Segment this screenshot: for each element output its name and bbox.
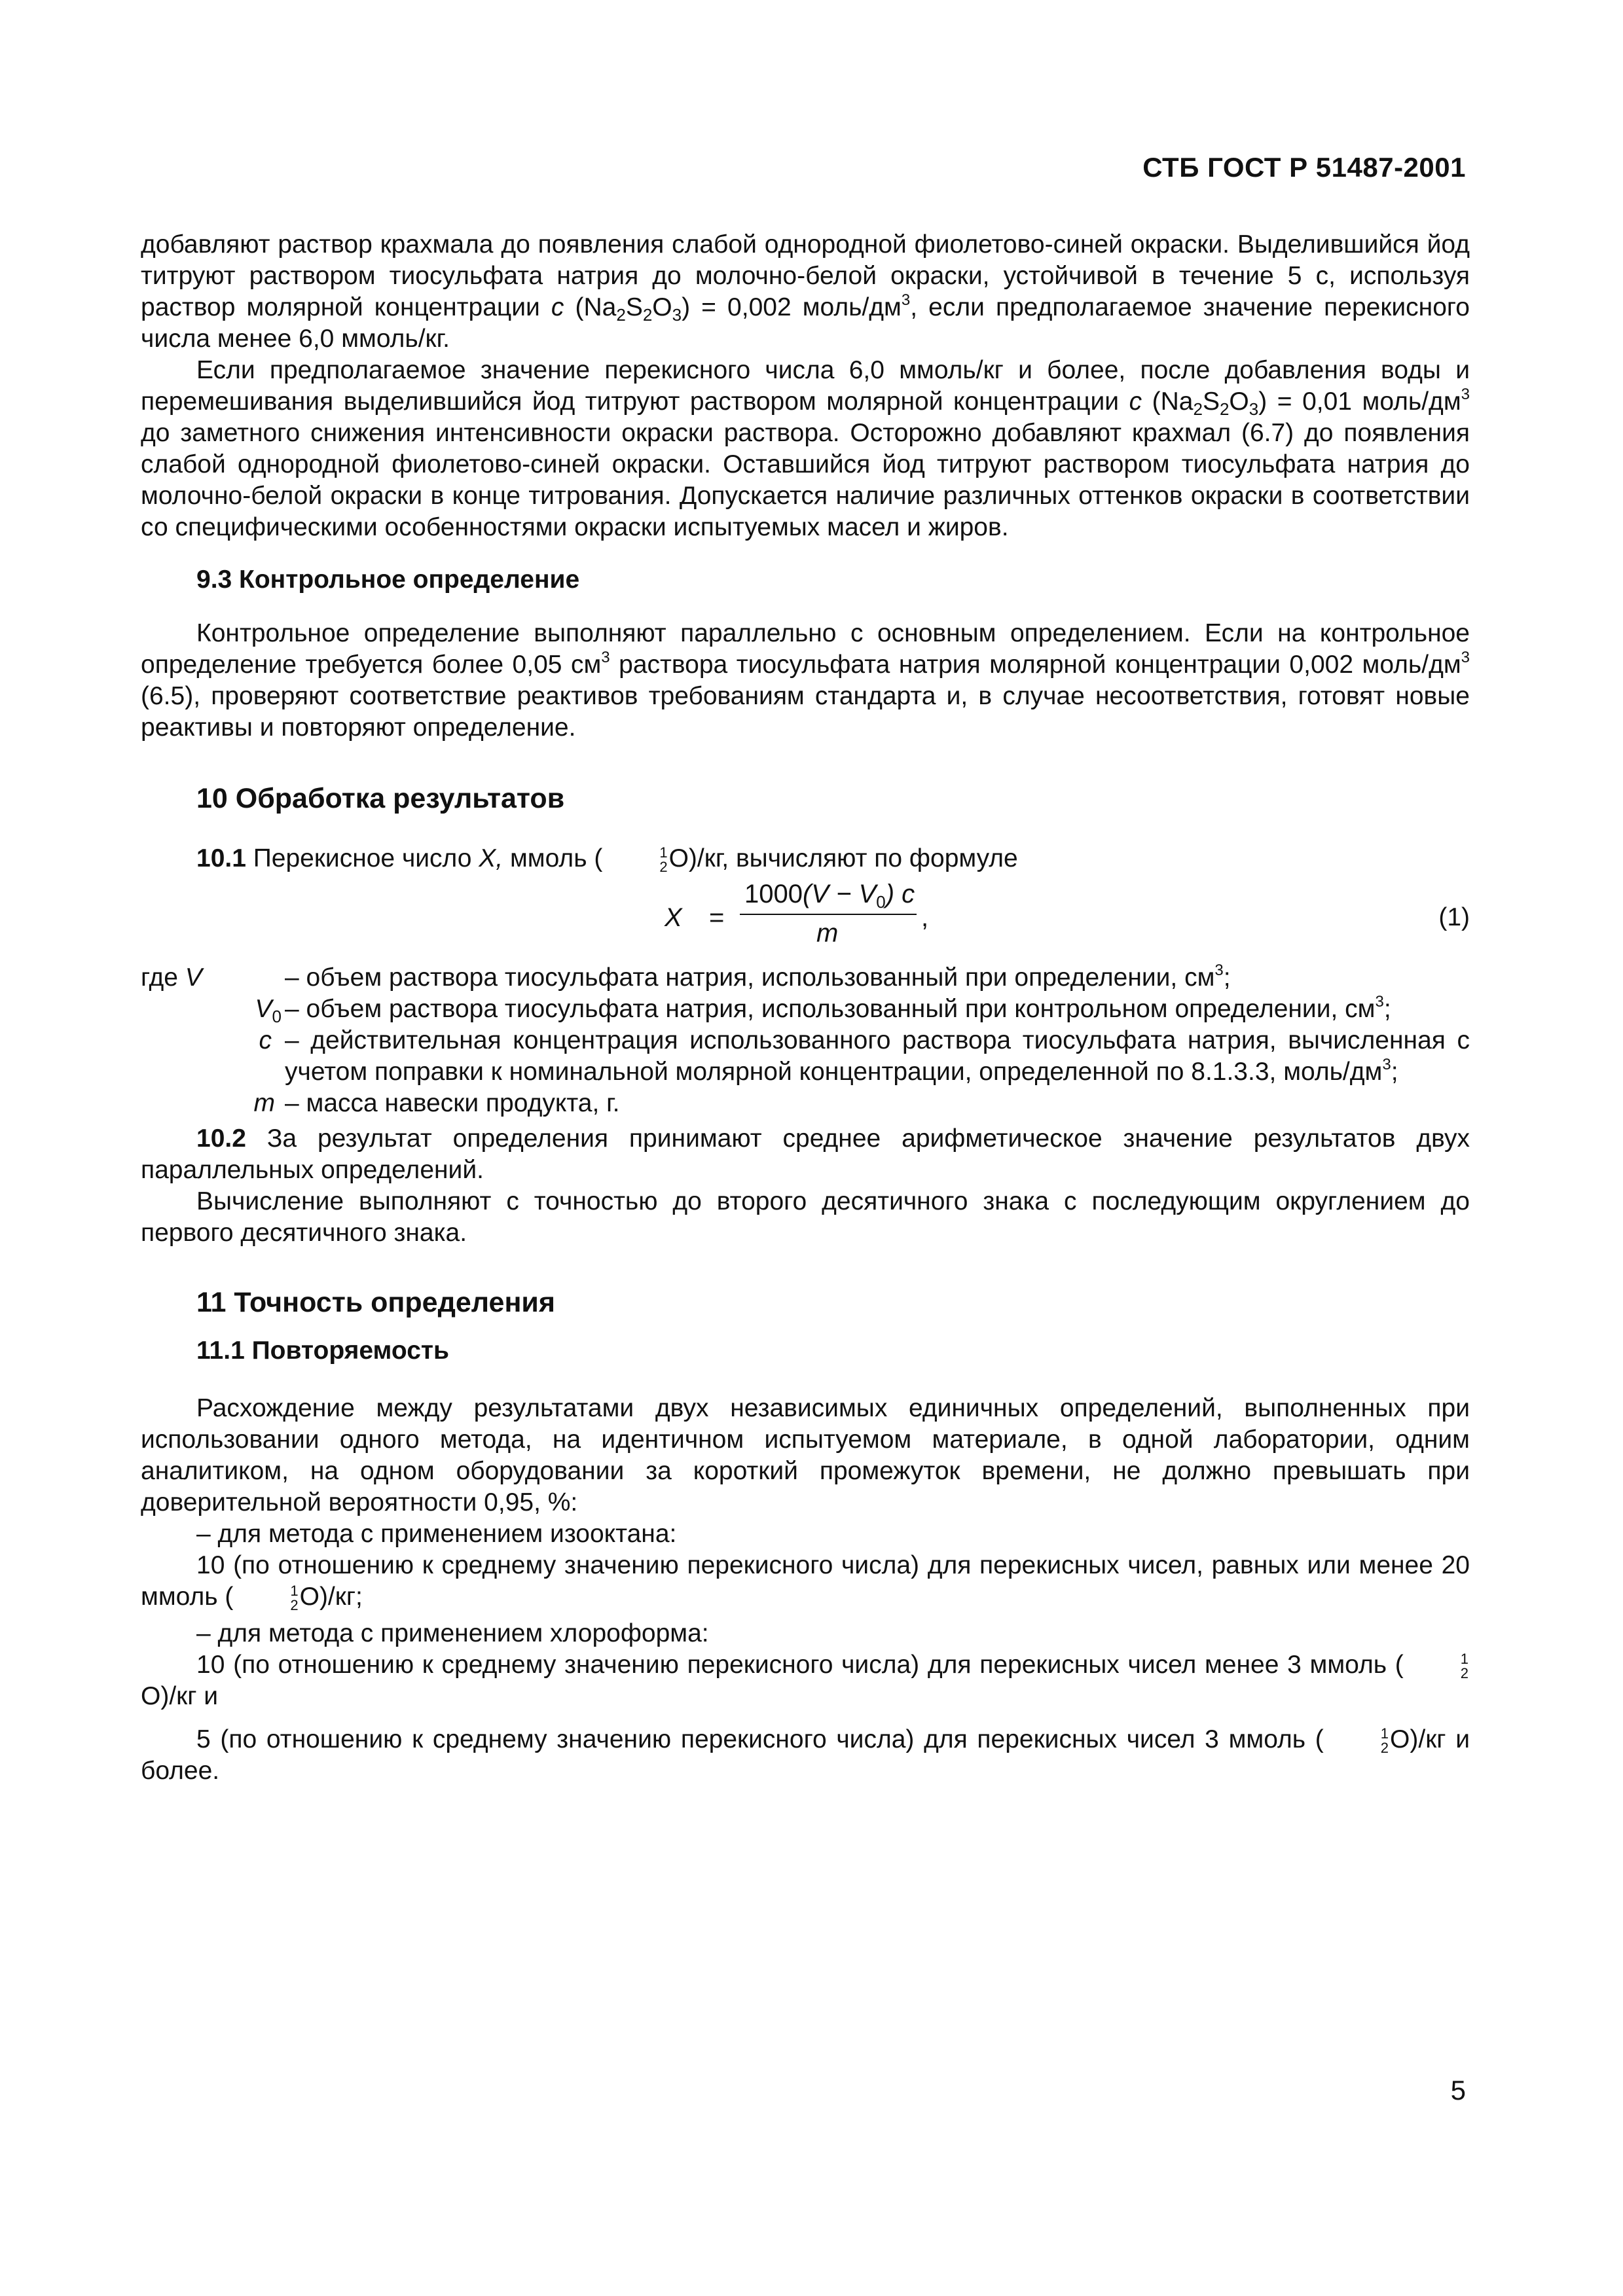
symbol-m: m xyxy=(253,1089,275,1117)
sup: 3 xyxy=(1214,961,1224,979)
fraction-half: 1 2 xyxy=(1460,1650,1468,1681)
text-span: – масса навески продукта, г. xyxy=(285,1089,620,1117)
clause-number: 10.2 xyxy=(196,1124,246,1153)
text-span: Контрольное определение выполняют параллельно с основным определением. Если на контрольное определение требуется более 0,05 см xyxy=(141,619,1470,679)
where-text xyxy=(285,994,1470,1025)
fraction-half: 1 2 xyxy=(290,1582,299,1613)
where-text xyxy=(285,962,1470,994)
where-item-m xyxy=(141,1088,1470,1119)
paragraph-continuation-2: Если предполагаемое значение перекисного числа 6,0 ммоль/кг и более, после добавления воды и перемешивания выделившийся йод титруют раствором молярной концентрации c $(Na_2S_2O_3) = 0,01$ моль/$дм^3$ до заметного снижения интенсивности окраски раствора. Осторожно добавляют крахмал (6.7) до появления слабой однородной фиолетово-синей окраски. Оставшийся йод титруют раствором тиосульфата натрия до молочно-белой окраски в конце титрования. Допускается наличие различных оттенков окраски в соответствии со специфическими особенностями окраски испытуемых масел и жиров. xyxy=(141,356,1470,541)
paragraph-continuation-1: добавляют раствор крахмала до появления слабой однородной фиолетово-синей окраски. Выделившийся йод титруют раствором тиосульфата натрия до молочно-белой окраски, устойчивой в течение 5 с, используя раствор молярной концентрации c $(Na_2S_2O_3) = 0,002$ моль/$дм^3$, если предполагаемое значение перекисного числа менее 6,0 ммоль/кг. xyxy=(141,230,1470,353)
text-span: O)/кг и более. xyxy=(141,1725,1470,1785)
text-span: ; xyxy=(1383,995,1391,1023)
text-span: За результат определения принимают среднее арифметическое значение результатов двух параллельных определений. xyxy=(141,1124,1470,1184)
text-span: , если предполагаемое значение перекисного числа менее 6,0 ммоль/кг. xyxy=(141,293,1470,353)
text-span: раствора тиосульфата натрия молярной концентрации 0,002 моль/дм xyxy=(610,651,1461,679)
text-span: Если предполагаемое значение перекисного числа 6,0 ммоль/кг и более, после добавления воды и перемешивания выделившийся йод титруют раствором молярной концентрации xyxy=(141,356,1470,416)
sup: 3 xyxy=(1375,993,1384,1011)
formula-number: (1) xyxy=(1438,903,1470,931)
section-9-3-title: 9.3 Контрольное определение xyxy=(196,565,580,594)
text-span: – действительная концентрация использованного раствора тиосульфата натрия, вычисленная с учетом поправки к номинальной молярной концентрации, определенной по 8.1.3.3, моль/дм xyxy=(285,1026,1470,1086)
where-item-v0 xyxy=(141,994,1470,1025)
text-span: до заметного снижения интенсивности окраски раствора. Осторожно добавляют крахмал (6.7) до появления слабой однородной фиолетово-синей окраски. Оставшийся йод титруют раствором тиосульфата натрия до молочно-белой окраски в конце титрования. Допускается наличие различных оттенков окраски в соответствии со специфическими особенностями окраски испытуемых масел и жиров. xyxy=(141,419,1470,541)
page-number: 5 xyxy=(1450,2075,1466,2106)
formula-equals: = xyxy=(709,903,725,932)
text-span: 10 (по отношению к среднему значению перекисного числа) для перекисных чисел, равных или менее 20 ммоль ( xyxy=(141,1551,1470,1611)
section-10-title: 10 Обработка результатов xyxy=(196,783,565,814)
symbol-v: V xyxy=(185,963,202,992)
where-symbol xyxy=(141,1025,272,1056)
fraction-half: 1 2 xyxy=(1380,1725,1389,1756)
text-span: ммоль ( xyxy=(503,844,603,872)
text-span: ; xyxy=(1223,963,1231,992)
where-text xyxy=(285,1025,1470,1088)
symbol-x: X, xyxy=(479,844,503,872)
sup: 3 xyxy=(1382,1056,1391,1073)
text-span: (6.5), проверяют соответствие реактивов требованиям стандарта и, в случае несоответствия, готовят новые реактивы и повторяют определение. xyxy=(141,682,1470,742)
where-symbol: $V_0$ xyxy=(255,995,282,1026)
text-span: O)/кг, вычисляют по формуле xyxy=(668,844,1018,872)
text-span: 5 (по отношению к среднему значению перекисного числа) для перекисных чисел 3 ммоль ( xyxy=(196,1725,1324,1753)
formula-fraction-bar xyxy=(740,914,917,915)
symbol-c: c xyxy=(551,293,564,321)
method-chloroform-text-2 xyxy=(141,1724,1470,1787)
formula-denominator: m xyxy=(816,919,839,948)
page-content xyxy=(141,229,1470,1787)
where-prefix: где xyxy=(141,963,178,992)
section-11-1-text: Расхождение между результатами двух независимых единичных определений, выполненных при использовании одного метода, на идентичном испытуемом материале, в одной лаборатории, одним аналитиком, на одном оборудовании за короткий промежуток времени, не должно превышать при доверительной вероятности 0,95, %: xyxy=(141,1394,1470,1516)
method-chloroform-title: – для метода с применением хлороформа: xyxy=(196,1619,709,1647)
section-10-2-text2: Вычисление выполняют с точностью до второго десятичного знака с последующим округлением до первого десятичного знака. xyxy=(141,1187,1470,1247)
formula-lhs: X xyxy=(665,903,682,932)
where-symbol xyxy=(141,962,298,994)
clause-number: 10.1 xyxy=(196,844,246,872)
text-span: Перекисное число xyxy=(246,844,479,872)
text-span: – объем раствора тиосульфата натрия, использованный при контрольном определении, см xyxy=(285,995,1376,1023)
where-list xyxy=(141,962,1470,1119)
section-9-3-text: Контрольное определение выполняют параллельно с основным определением. Если на контрольное определение требуется более 0,05 $см^3$ раствора тиосульфата натрия молярной концентрации 0,002 моль/$дм^3$ (6.5), проверяют соответствие реактивов требованиям стандарта и, в случае несоответствия, готовят новые реактивы и повторяют определение. xyxy=(141,619,1470,742)
text-span: ; xyxy=(1391,1058,1398,1086)
text-span: O)/кг и xyxy=(141,1682,219,1710)
section-11-title: 11 Точность определения xyxy=(196,1287,555,1318)
document-code: СТБ ГОСТ Р 51487-2001 xyxy=(1142,152,1466,183)
section-10-1-text xyxy=(141,843,1470,874)
fraction-half: 1 2 xyxy=(659,844,668,875)
symbol-c: c xyxy=(259,1026,272,1054)
method-isooctane-text xyxy=(141,1550,1470,1613)
method-isooctane-title: – для метода с применением изооктана: xyxy=(196,1520,677,1548)
text-span: O)/кг; xyxy=(299,1583,363,1611)
formula-comma: , xyxy=(921,903,929,932)
where-item-c xyxy=(141,1025,1470,1088)
section-11-1-title: 11.1 Повторяемость xyxy=(196,1336,449,1365)
formula-block xyxy=(141,882,1470,956)
formula-numerator: $1000(V - V_0)$ c xyxy=(744,880,915,912)
method-chloroform-text-1 xyxy=(141,1649,1470,1712)
text-span: 10 (по отношению к среднему значению перекисного числа) для перекисных чисел менее 3 ммоль ( xyxy=(196,1651,1404,1679)
symbol-c: c xyxy=(1129,387,1142,416)
section-10-2-text xyxy=(141,1123,1470,1186)
text-span: добавляют раствор крахмала до появления слабой однородной фиолетово-синей окраски. Выделившийся йод титруют раствором тиосульфата натрия до молочно-белой окраски, устойчивой в течение 5 с, используя раствор молярной концентрации xyxy=(141,230,1470,321)
where-item-v xyxy=(141,962,1470,994)
text-span: – объем раствора тиосульфата натрия, использованный при определении, см xyxy=(285,963,1215,992)
where-text xyxy=(285,1088,1470,1119)
where-symbol xyxy=(141,1088,275,1119)
